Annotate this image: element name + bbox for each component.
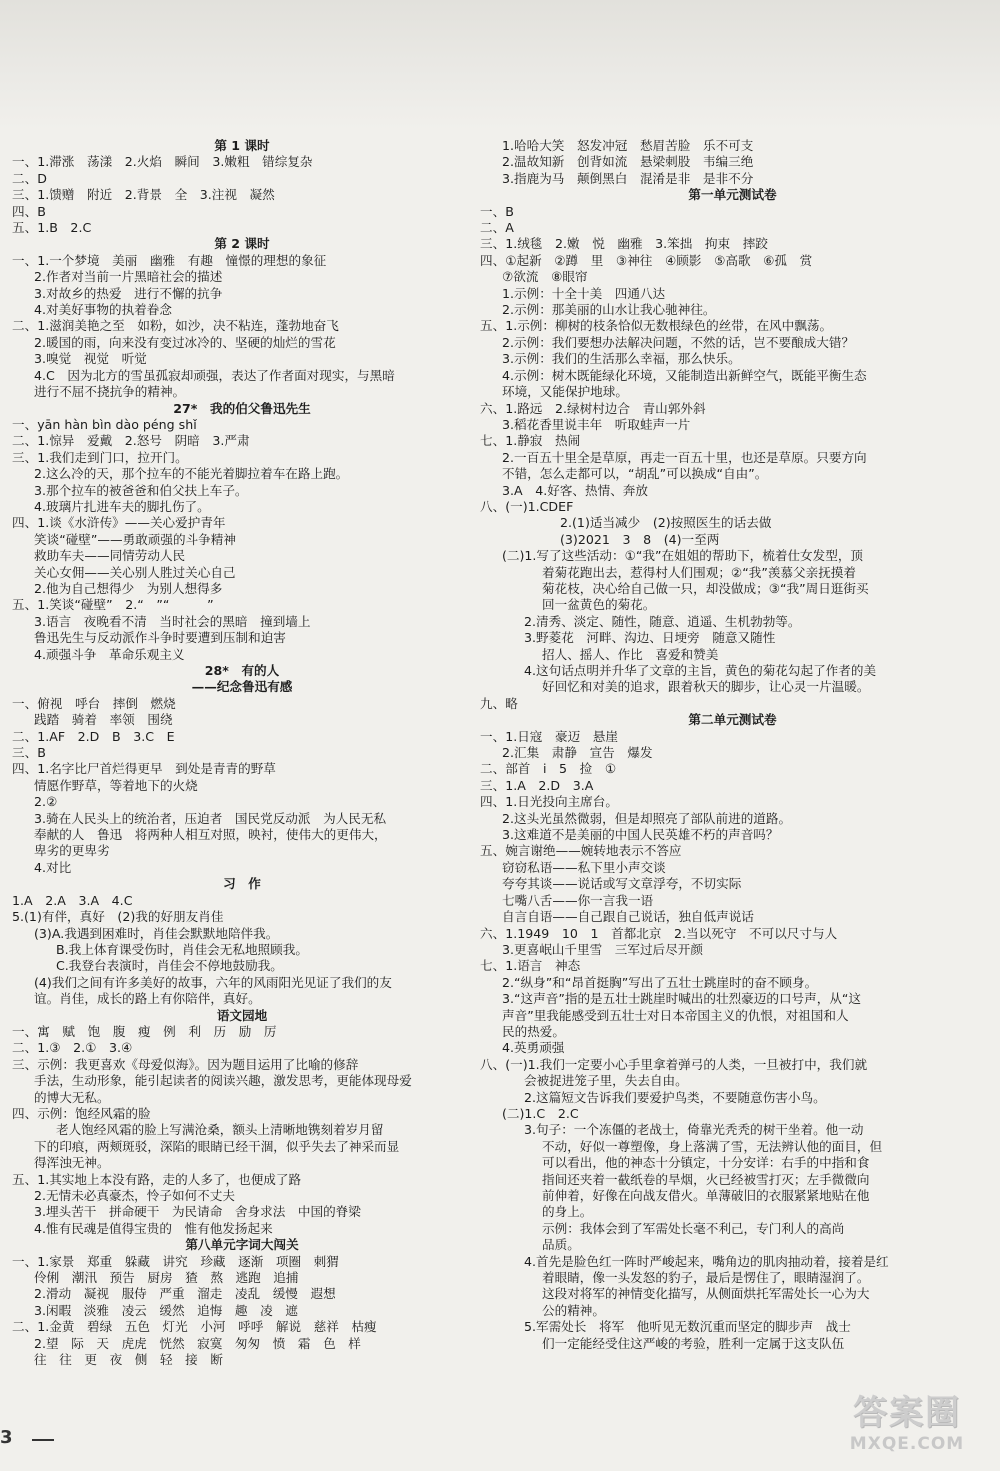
answer-line: 3.A 4.好客、热情、奔放 — [502, 482, 648, 498]
answer-line: 四、①起新 ②蹲 里 ③神往 ④顾影 ⑤高歌 ⑥孤 赏 — [480, 252, 813, 268]
answer-line: 4.对美好事物的执着眷念 — [34, 302, 172, 318]
answer-line: 2.(1)适当减少 (2)按照医生的话去做 — [560, 515, 772, 531]
answer-line: 3.对故乡的热爱 进行不懈的抗争 — [34, 285, 223, 301]
answer-line: 奉献的人 鲁迅 将两种人相互对照，映衬，使伟大的更伟大， — [34, 827, 387, 843]
answer-line: 5.军需处长 将军 他听见无数沉重而坚定的脚步声 战士 — [524, 1319, 851, 1335]
section-heading: 第 2 课时 — [214, 236, 270, 252]
section-heading: 第八单元字词大闯关 — [185, 1237, 299, 1253]
answer-line: 四、B — [12, 203, 46, 219]
answer-line: 二、部首 i 5 捡 ① — [480, 761, 617, 777]
watermark-logo: 答案圈 — [853, 1393, 961, 1433]
answer-line: 品质。 — [542, 1237, 580, 1253]
answer-line: 这段对将军的神情变化描写，从侧面烘托军需处长一心为大 — [542, 1286, 870, 1302]
answer-line: 菊花枝，决心给自己做一只，却没做成；③“我”周日逛街买 — [542, 580, 869, 596]
answer-line: 窃窃私语——私下里小声交谈 — [502, 859, 666, 875]
answer-line: 4.示例：树木既能绿化环境，又能制造出新鲜空气，既能平衡生态 — [502, 367, 867, 383]
answer-line: 三、1.我们走到门口，拉开门。 — [12, 449, 188, 465]
answer-line: 卑劣的更卑劣 — [34, 843, 110, 859]
answer-line: C.我登台表演时，肖佳会不停地鼓励我。 — [56, 958, 283, 974]
answer-line: 环境，又能保护地球。 — [502, 384, 628, 400]
answer-line: 3.示例：我们的生活那么幸福，那么快乐。 — [502, 351, 741, 367]
scan-top-band — [0, 0, 1000, 130]
answer-line: 六、1.路远 2.绿树村边合 青山郭外斜 — [480, 400, 706, 416]
answer-line: 伶俐 潮汛 预告 厨房 猹 熬 逃跑 追捕 — [34, 1270, 299, 1286]
answer-line: 情愿作野草，等着地下的火烧 — [34, 777, 198, 793]
answer-line: 2.滑动 凝视 服侍 严重 溜走 凌乱 缓慢 遐想 — [34, 1286, 336, 1302]
answer-line: 会被捉进笼子里，失去自由。 — [524, 1073, 688, 1089]
section-heading: 27* 我的伯父鲁迅先生 — [173, 400, 311, 416]
answer-line: 5.(1)有伴，真好 (2)我的好朋友肖佳 — [12, 909, 224, 925]
answer-line: 笑谈“碰壁”——勇敢顽强的斗争精神 — [34, 531, 236, 547]
answer-line: 二、1.AF 2.D B 3.C E — [12, 728, 175, 744]
answer-line: 夸夸其谈——说话或写文章浮夸，不切实际 — [502, 876, 742, 892]
answer-line: 不错，怎么走都可以，“胡乱”可以换成“自由”。 — [502, 466, 768, 482]
answer-line: B.我上体育课受伤时，肖佳会无私地照顾我。 — [56, 941, 308, 957]
section-heading: ——纪念鲁迅有感 — [191, 679, 293, 695]
answer-line: 1.示例：十全十美 四通八达 — [502, 285, 666, 301]
answer-line: 好回忆和对美的追求，跟着秋天的脚步，让心灵一片温暖。 — [542, 679, 870, 695]
answer-line: 谊。肖佳，成长的路上有你陪伴，真好。 — [34, 991, 261, 1007]
answer-line: 4.这句话点明并升华了文章的主旨，黄色的菊花勾起了作者的美 — [524, 663, 877, 678]
answer-line: 3.指鹿为马 颠倒黑白 混淆是非 是非不分 — [502, 170, 754, 186]
answer-line: 2.暖国的雨，向来没有变过冰冷的、坚硬的灿烂的雪花 — [34, 334, 336, 350]
answer-line: 一、B — [480, 203, 514, 219]
answer-line: 2.这么冷的天，那个拉车的不能光着脚拉着车在路上跑。 — [34, 466, 349, 482]
answer-line: 2.清秀、淡定、随性，随意、逍遥、生机勃勃等。 — [524, 613, 801, 629]
answer-line: 一、1.一个梦境 美丽 幽雅 有趣 憧憬的理想的象征 — [12, 252, 327, 268]
answer-line: 一、1.日寇 豪迈 悬崖 — [480, 728, 618, 744]
answer-line: 一、寓 赋 饱 腹 瘦 例 利 历 励 厉 — [12, 1023, 277, 1039]
answer-line: 2.无情未必真豪杰，怜子如何不丈夫 — [34, 1188, 235, 1203]
answer-line: 2.作者对当前一片黑暗社会的描述 — [34, 269, 223, 285]
answer-line: 三、1.A 2.D 3.A — [480, 777, 594, 793]
right-answer-column — [480, 138, 985, 1352]
answer-line: 二、D — [12, 170, 47, 186]
answer-line: 三、1.馈赠 附近 2.背景 全 3.注视 凝然 — [12, 187, 275, 203]
answer-line: 3.闲暇 淡雅 凌云 缓然 追悔 趣 凌 遮 — [34, 1302, 298, 1318]
answer-line: 2.他为自己想得少 为别人想得多 — [34, 580, 223, 596]
section-heading: 习 作 — [223, 876, 261, 892]
answer-line: 不动，好似一尊塑像，身上落满了雪，无法辨认他的面目，但 — [542, 1138, 883, 1154]
answer-line: 3.“这声音”指的是五壮士跳崖时喊出的壮烈豪迈的口号声，从“这 — [502, 991, 862, 1007]
answer-line: 2.这篇短文告诉我们要爱护鸟类，不要随意伤害小鸟。 — [524, 1089, 826, 1105]
answer-line: 五、婉言谢绝——婉转地表示不答应 — [480, 843, 682, 859]
answer-line: 五、1.B 2.C — [12, 220, 92, 236]
answer-line: 二、1.惊异 爱戴 2.怒号 阴暗 3.严肃 — [12, 433, 250, 449]
answer-line: 救助车夫——同情劳动人民 — [34, 548, 186, 564]
answer-line: 一、yān hàn bìn dào péng shǐ — [12, 416, 197, 432]
answer-line: 八、(一)1.我们一定要小心手里拿着弹弓的人类，一旦被打中，我们就 — [480, 1056, 868, 1072]
answer-line: 2.温故知新 创背如流 悬梁刺股 韦编三绝 — [502, 154, 754, 170]
answer-line: 四、1.日光投向主席台。 — [480, 794, 618, 810]
answer-line: 往 往 更 夜 侧 轻 接 断 — [34, 1352, 223, 1368]
answer-line: (3)2021 3 8 (4)一至两 — [560, 531, 720, 547]
answer-line: 三、B — [12, 745, 46, 761]
page-number: 3 — [0, 1427, 13, 1448]
answer-line: 2.“纵身”和“昂首挺胸”写出了五壮士跳崖时的奋不顾身。 — [502, 974, 818, 990]
answer-line: 3.嗅觉 视觉 听觉 — [34, 351, 147, 367]
answer-line: 3.语言 夜晚看不清 当时社会的黑暗 撞到墙上 — [34, 613, 311, 629]
left-answer-column — [12, 138, 472, 1368]
answer-line: 二、A — [480, 220, 514, 236]
watermark-url: MXQE.COM — [849, 1434, 965, 1454]
answer-line: 3.句子：一个冻僵的老战士，倚靠光秃秃的树干坐着。他一动 — [524, 1122, 864, 1138]
answer-line: 4.顽强斗争 革命乐观主义 — [34, 646, 185, 662]
answer-line: 2.这头光虽然微弱，但是却照亮了部队前进的道路。 — [502, 810, 792, 826]
answer-line: 四、1.谈《水浒传》——关心爱护青年 — [12, 515, 226, 531]
answer-line: 示例：我体会到了军需处长毫不利己，专门利人的高尚 — [542, 1220, 845, 1236]
answer-line: 进行不屈不挠抗争的精神。 — [34, 384, 186, 400]
answer-line: 2.一百五十里全是草原，再走一百五十里，也还是草原。只要方向 — [502, 449, 867, 465]
answer-line: 一、1.家景 郑重 躲藏 讲究 珍藏 逐渐 项圈 刺猬 — [12, 1253, 339, 1269]
answer-line: 4.玻璃片扎进车夫的脚扎伤了。 — [34, 498, 210, 514]
answer-line: 的身上。 — [542, 1204, 593, 1220]
answer-line: 2.② — [34, 794, 58, 810]
section-heading: 第 1 课时 — [214, 138, 270, 153]
answer-line: 四、示例：饱经风霜的脸 — [12, 1105, 151, 1121]
answer-line: 招人、摇人、作比 喜爱和赞美 — [542, 646, 719, 662]
answer-line: 2.示例：我们要想办法解决问题，不然的话，岂不要酿成大错？ — [502, 334, 855, 350]
answer-line: (二)1.C 2.C — [502, 1105, 579, 1121]
answer-line: 三、示例：我更喜欢《母爱似海》。因为题目运用了比喻的修辞 — [12, 1056, 359, 1072]
answer-line: 五、1.示例：柳树的枝条恰似无数根绿色的丝带，在风中飘荡。 — [480, 318, 833, 334]
answer-line: 4.首先是脸色红一阵时严峻起来，嘴角边的肌肉抽动着，接着是红 — [524, 1253, 889, 1269]
answer-line: 着菊花跑出去，惹得村人们围观；②“我”羡慕父亲抚摸着 — [542, 564, 856, 580]
answer-line: (3)A.我遇到困难时，肖佳会默默地陪伴我。 — [34, 925, 279, 941]
answer-line: 七、1.语言 神态 — [480, 958, 581, 974]
answer-line: 2.望 际 天 虎虎 恍然 寂寞 匆匆 愤 霜 色 样 — [34, 1335, 361, 1351]
answer-line: ⑦欲流 ⑧眼帘 — [502, 269, 588, 285]
answer-line: 二、1.③ 2.① 3.④ — [12, 1040, 133, 1056]
answer-line: 1.哈哈大笑 怒发冲冠 愁眉苦脸 乐不可支 — [502, 138, 754, 153]
answer-line: 七嘴八舌——你一言我一语 — [502, 892, 654, 908]
answer-line: 4.C 因为北方的雪虽孤寂却顽强，表达了作者面对现实，与黑暗 — [34, 367, 395, 383]
section-heading: 第一单元测试卷 — [688, 187, 777, 203]
answer-line: 五、1.其实地上本没有路，走的人多了，也便成了路 — [12, 1171, 302, 1187]
answer-line: 二、1.滋润美艳之至 如粉，如沙，决不粘连，蓬勃地奋飞 — [12, 318, 339, 334]
answer-line: 4.英勇顽强 — [502, 1040, 565, 1056]
answer-line: (二)1.写了这些活动：①“我”在姐姐的帮助下，梳着仕女发型，顶 — [502, 548, 864, 564]
answer-line: 一、1.滞涨 荡漾 2.火焰 瞬间 3.嫩粗 错综复杂 — [12, 154, 313, 170]
answer-line: 七、1.静寂 热闹 — [480, 433, 581, 449]
section-heading: 28* 有的人 — [204, 663, 280, 678]
answer-line: 自言自语——自己跟自己说话，独自低声说话 — [502, 909, 754, 925]
answer-line: 下的印痕，两颊斑驳，深陷的眼睛已经干涸，似乎失去了神采而显 — [34, 1138, 400, 1154]
answer-line: 一、俯视 呼台 摔倒 燃烧 — [12, 695, 176, 711]
answer-line: 九、略 — [480, 695, 518, 711]
answer-line: 指间还夹着一截纸卷的旱烟，火已经被雪打灭；左手微微向 — [542, 1171, 870, 1187]
answer-line: 鲁迅先生与反动派作斗争时要遭到压制和迫害 — [34, 630, 286, 646]
answer-line: 手法，生动形象，能引起读者的阅读兴趣，激发思考，更能体现母爱 — [34, 1073, 412, 1089]
answer-line: 回一盆黄色的菊花。 — [542, 597, 656, 613]
answer-line: 得浑浊无神。 — [34, 1155, 110, 1171]
answer-line: 三、1.绒毯 2.嫩 悦 幽雅 3.笨拙 拘束 摔跤 — [480, 236, 768, 252]
answer-line: 4.惟有民魂是值得宝贵的 惟有他发扬起来 — [34, 1220, 273, 1236]
answer-line: 3.埋头苦干 拼命硬干 为民请命 舍身求法 中国的脊梁 — [34, 1204, 361, 1220]
answer-line: 可以看出，他的神态十分镇定，十分安详：右手的中指和食 — [542, 1155, 870, 1171]
section-heading: 语文园地 — [216, 1007, 268, 1023]
answer-line: 3.野菱花 河畔、沟边、日埂旁 随意又随性 — [524, 630, 776, 646]
answer-line: 的博大无私。 — [34, 1089, 110, 1105]
answer-line: 践踏 骑着 率领 围绕 — [34, 712, 173, 728]
answer-line: 3.骑在人民头上的统治者，压迫者 国民党反动派 为人民无私 — [34, 810, 387, 826]
answer-line: (4)我们之间有许多美好的故事，六年的风雨阳光见证了我们的友 — [34, 974, 392, 990]
answer-line: 二、1.金黄 碧绿 五色 灯光 小河 呼呼 解说 慈祥 枯瘦 — [12, 1319, 377, 1335]
answer-line: 4.对比 — [34, 859, 72, 875]
answer-line: 公的精神。 — [542, 1302, 605, 1318]
answer-line: 3.稻花香里说丰年 听取蛙声一片 — [502, 416, 691, 432]
answer-line: 声音”里我能感受到五壮士对日本帝国主义的仇恨，对祖国和人 — [502, 1007, 849, 1023]
watermark — [822, 1392, 992, 1462]
answer-line: 前伸着，好像在向战友借火。单薄破旧的衣服紧紧地贴在他 — [542, 1188, 870, 1203]
answer-line: 六、1.1949 10 1 首都北京 2.当以死守 不可以尺寸与人 — [480, 925, 838, 941]
answer-line: 3.这难道不是美丽的中国人民英雄不朽的声音吗？ — [502, 827, 779, 843]
section-heading: 第二单元测试卷 — [688, 712, 777, 728]
answer-line: 关心女佣——关心别人胜过关心自己 — [34, 564, 236, 580]
answer-line: 1.A 2.A 3.A 4.C — [12, 892, 133, 908]
answer-line: 们一定能经受住这严峻的考验，胜利一定属于这支队伍 — [542, 1335, 845, 1351]
answer-line: 2.示例：那美丽的山水让我心驰神往。 — [502, 302, 716, 318]
answer-line: 民的热爱。 — [502, 1023, 565, 1039]
answer-line: 3.更喜岷山千里雪 三军过后尽开颜 — [502, 941, 703, 957]
answer-line: 老人饱经风霜的脸上写满沧桑，额头上清晰地镌刻着岁月留 — [56, 1122, 384, 1138]
answer-line: 八、(一)1.CDEF — [480, 498, 574, 514]
answer-line: 五、1.笑谈“碰壁” 2.“ ”“ ” — [12, 597, 214, 613]
answer-line: 3.那个拉车的被爸爸和伯父扶上车子。 — [34, 482, 248, 498]
page-number-rule — [32, 1439, 54, 1441]
answer-line: 四、1.名字比尸首烂得更早 到处是青青的野草 — [12, 761, 276, 777]
answer-line: 2.汇集 肃静 宣告 爆发 — [502, 745, 653, 761]
answer-line: 着眼睛，像一头发怒的豹子，最后是愣住了，眼睛湿润了。 — [542, 1270, 870, 1286]
